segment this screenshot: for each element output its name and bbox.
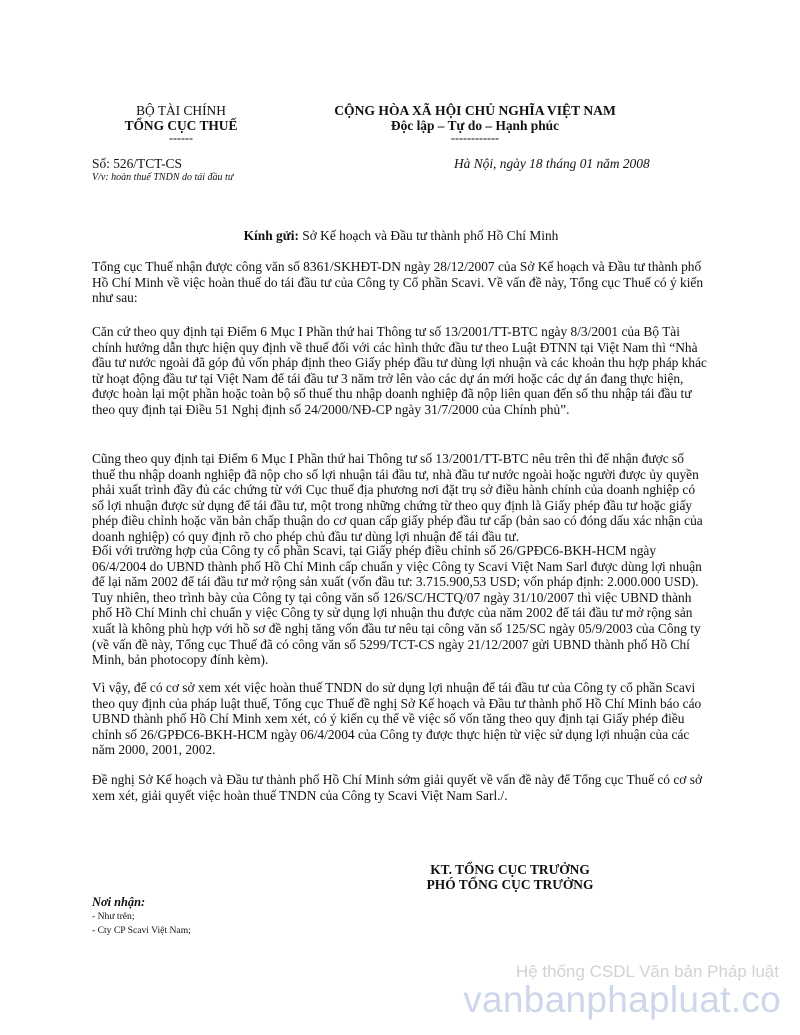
recipient-item: - Như trên; bbox=[92, 911, 135, 922]
recipient-item: - Cty CP Scavi Việt Nam; bbox=[92, 925, 191, 936]
agency-name: BỘ TÀI CHÍNH bbox=[136, 103, 226, 118]
place-date: Hà Nội, ngày 18 tháng 01 năm 2008 bbox=[454, 156, 650, 171]
signature-subtitle: PHÓ TỔNG CỤC TRƯỞNG bbox=[426, 877, 594, 892]
recipient-label: Kính gửi: bbox=[243, 228, 299, 243]
left-header-rule: ------ bbox=[169, 131, 193, 145]
recipient-name: Sở Kế hoạch và Đầu tư thành phố Hồ Chí Minh bbox=[302, 228, 559, 243]
body-paragraph-2: Căn cứ theo quy định tại Điểm 6 Mục I Phần thứ hai Thông tư số 13/2001/TT-BTC ngày 8/3/2001 của Bộ Tài chính hướng dẫn thực hiện quy định về thuế đối với các hình thức đầu tư theo Luật ĐTNN tại Việt Nam thì “Nhà đầu tư nước ngoài đã góp đủ vốn pháp định theo Giấy phép đầu tư dùng lợi nhuận và các khoản thu hợp pháp khác từ hoạt động đầu tư tại Việt Nam để tái đầu tư 3 năm trở lên vào các dự án mới hoặc các dự án đang thực hiện, được hoàn lại một phần hoặc toàn bộ số thuế thu nhập doanh nghiệp đã nộp liên quan đến số thu nhập tái đầu tư theo quy định tại Điều 51 Nghị định số 24/2000/NĐ-CP ngày 31/7/2000 của Chính phủ”. bbox=[92, 324, 707, 417]
national-motto: Độc lập – Tự do – Hạnh phúc bbox=[390, 118, 560, 133]
document-number: Số: 526/TCT-CS bbox=[92, 156, 182, 171]
body-paragraph-4: Đối với trường hợp của Công ty cổ phần Scavi, tại Giấy phép điều chỉnh số 26/GPĐC6-BKH-HCM ngày 06/4/2004 do UBND thành phố Hồ Chí Minh cấp chuẩn y việc Công ty Scavi Việt Nam Sarl được dùng lợi nhuận để lại năm 2002 để tái đầu tư mở rộng sản xuất (vốn đầu tư: 3.715.900,53 USD; vốn pháp định: 2.000.000 USD). Tuy nhiên, theo trình bày của Công ty tại công văn số 126/SC/HCTQ/07 ngày 31/10/2007 thì việc UBND thành phố Hồ Chí Minh chỉ chuẩn y việc Công ty sử dụng lợi nhuận thu được của năm 2002 để tái đầu tư mở rộng sản xuất là không phù hợp với hồ sơ đề nghị tăng vốn đầu tư nêu tại công văn số 125/SC ngày 05/9/2003 của Công ty (về vấn đề này, Tổng cục Thuế đã có công văn số 5299/TCT-CS ngày 21/12/2007 gửi UBND thành phố Hồ Chí Minh, bản photocopy đính kèm). bbox=[92, 543, 702, 668]
watermark-line-1: Hệ thống CSDL Văn bản Pháp luật bbox=[515, 962, 779, 981]
recipient-line bbox=[92, 228, 710, 244]
right-header-rule: ------------ bbox=[451, 131, 499, 145]
department-name: TỔNG CỤC THUẾ bbox=[124, 118, 238, 133]
body-paragraph-6: Đề nghị Sở Kế hoạch và Đầu tư thành phố Hồ Chí Minh sớm giải quyết về vấn đề này để Tổng cục Thuế có cơ sở xem xét, giải quyết việc hoàn thuế TNDN của Công ty Scavi Việt Nam Sarl./. bbox=[92, 772, 703, 803]
signature-title: KT. TỔNG CỤC TRƯỞNG bbox=[430, 862, 590, 877]
recipients-title: Nơi nhận: bbox=[92, 895, 146, 909]
body-paragraph-1: Tổng cục Thuế nhận được công văn số 8361/SKHĐT-DN ngày 28/12/2007 của Sở Kế hoạch và Đầu tư thành phố Hồ Chí Minh về việc hoàn thuế do tái đầu tư của Công ty Cổ phần Scavi. Về vấn đề này, Tổng cục Thuế có ý kiến như sau: bbox=[92, 259, 704, 306]
body-paragraph-3: Cũng theo quy định tại Điểm 6 Mục I Phần thứ hai Thông tư số 13/2001/TT-BTC nêu trên thì để nhận được số thuế thu nhập doanh nghiệp đã nộp cho số lợi nhuận tái đầu tư, nhà đầu tư nước ngoài hoặc người được ủy quyền phải xuất trình đầy đủ các chứng từ với Cục thuế địa phương nơi đặt trụ sở điều hành chính của doanh nghiệp có số lợi nhuận được sử dụng để tái đầu tư, một trong những chứng từ theo quy định là Giấy phép đầu tư hoặc giấy phép điều chỉnh hoặc văn bản chấp thuận do cơ quan cấp giấy phép đầu tư cấp (bản sao có đóng dấu xác nhận của doanh nghiệp) có quy định rõ cho phép chủ đầu tư dùng lợi nhuận để tái đầu tư. bbox=[92, 451, 703, 544]
body-paragraph-5: Vì vậy, để có cơ sở xem xét việc hoàn thuế TNDN do sử dụng lợi nhuận để tái đầu tư của Công ty cổ phần Scavi theo quy định của pháp luật thuế, Tổng cục Thuế đề nghị Sở Kế hoạch và Đầu tư thành phố Hồ Chí Minh báo cáo UBND thành phố Hồ Chí Minh xem xét, có ý kiến cụ thể về việc số vốn tăng theo quy định tại Giấy phép điều chỉnh số 26/GPĐC6-BKH-HCM ngày 06/4/2004 của Công ty được thực hiện từ việc sử dụng lợi nhuận của các năm 2000, 2001, 2002. bbox=[92, 680, 702, 758]
watermark-line-2: vanbanphapluat.co bbox=[463, 979, 781, 1020]
document-subject: V/v: hoàn thuế TNDN do tái đầu tư bbox=[92, 172, 234, 183]
national-title: CỘNG HÒA XÃ HỘI CHỦ NGHĨA VIỆT NAM bbox=[334, 103, 616, 118]
